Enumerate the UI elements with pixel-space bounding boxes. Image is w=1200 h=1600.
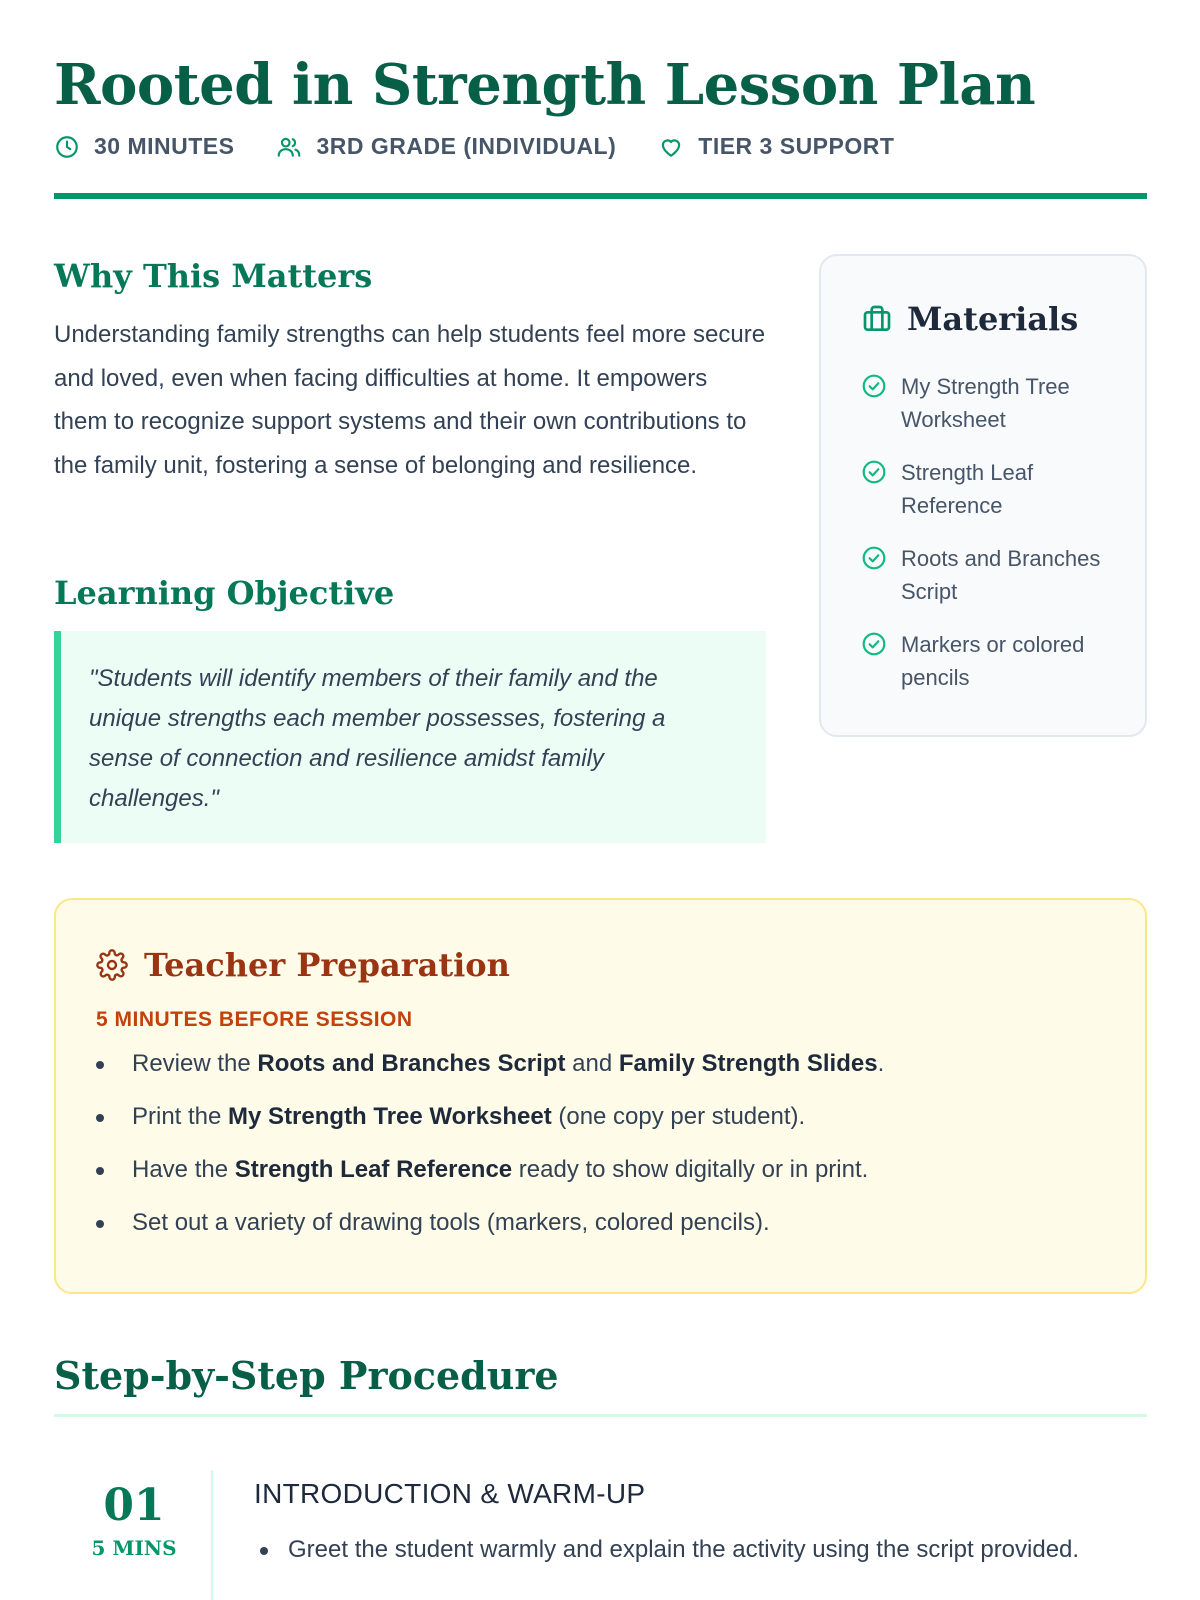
step-divider (211, 1470, 213, 1600)
meta-grade-label: 3RD GRADE (INDIVIDUAL) (316, 133, 617, 159)
step-number: 01 (103, 1480, 165, 1531)
materials-heading-label: Materials (907, 300, 1079, 338)
material-label: Strength Leaf Reference (901, 460, 1034, 518)
meta-duration-label: 30 MINUTES (94, 133, 235, 159)
gear-icon (96, 949, 128, 981)
objective-callout (54, 631, 766, 843)
check-circle-icon (861, 373, 887, 399)
check-circle-icon (861, 545, 887, 571)
list-item (861, 542, 1125, 608)
procedure-heading: Step-by-Step Procedure (54, 1353, 559, 1398)
list-item: Print the My Strength Tree Worksheet (one copy per student). (96, 1101, 1105, 1133)
list-item: Greet the student warmly and explain the activity using the script provided. (254, 1530, 1114, 1570)
objective-heading: Learning Objective (54, 574, 395, 612)
materials-list (861, 370, 1125, 694)
prep-list (96, 1048, 1105, 1239)
page-title: Rooted in Strength Lesson Plan (54, 52, 1036, 118)
teacher-preparation-card (54, 898, 1147, 1294)
materials-card (819, 254, 1147, 737)
clock-icon (54, 134, 80, 160)
list-item (861, 456, 1125, 522)
why-text: Understanding family strengths can help students feel more secure and loved, even when facing difficulties at home. It empowers them to recognize support systems and their own contributions to the family unit, fostering a sense of belonging and resilience. (54, 321, 766, 479)
lesson-meta (54, 133, 936, 160)
prep-heading-label: Teacher Preparation (144, 946, 510, 984)
heart-icon (658, 134, 684, 160)
briefcase-icon (861, 303, 893, 335)
objective-quote: "Students will identify members of their family and the unique strengths each member possesses, fostering a sense of connection and resilience amidst family challenges." (89, 665, 666, 812)
materials-heading (861, 300, 1125, 338)
list-item (861, 628, 1125, 694)
check-circle-icon (861, 631, 887, 657)
users-icon (276, 134, 302, 160)
why-heading: Why This Matters (54, 257, 373, 295)
meta-grade (276, 133, 616, 160)
list-item: Review the Roots and Branches Script and Family Strength Slides. (96, 1048, 1105, 1080)
list-item: Have the Strength Leaf Reference ready to show digitally or in print. (96, 1154, 1105, 1186)
material-label: Markers or colored pencils (901, 632, 1085, 690)
prep-timing: 5 MINUTES BEFORE SESSION (96, 1008, 413, 1031)
prep-heading (96, 946, 1105, 984)
step-list (254, 1530, 1114, 1570)
meta-duration (54, 133, 234, 160)
list-item (861, 370, 1125, 436)
step-duration: 5 MINS (91, 1536, 177, 1560)
step-title: INTRODUCTION & WARM-UP (254, 1478, 646, 1509)
procedure-divider (54, 1414, 1147, 1417)
list-item: Set out a variety of drawing tools (markers, colored pencils). (96, 1207, 1105, 1239)
check-circle-icon (861, 459, 887, 485)
meta-support-label: TIER 3 SUPPORT (698, 133, 895, 159)
meta-support (658, 133, 894, 160)
material-label: Roots and Branches Script (901, 546, 1101, 604)
header-divider (54, 193, 1147, 199)
material-label: My Strength Tree Worksheet (901, 374, 1070, 432)
